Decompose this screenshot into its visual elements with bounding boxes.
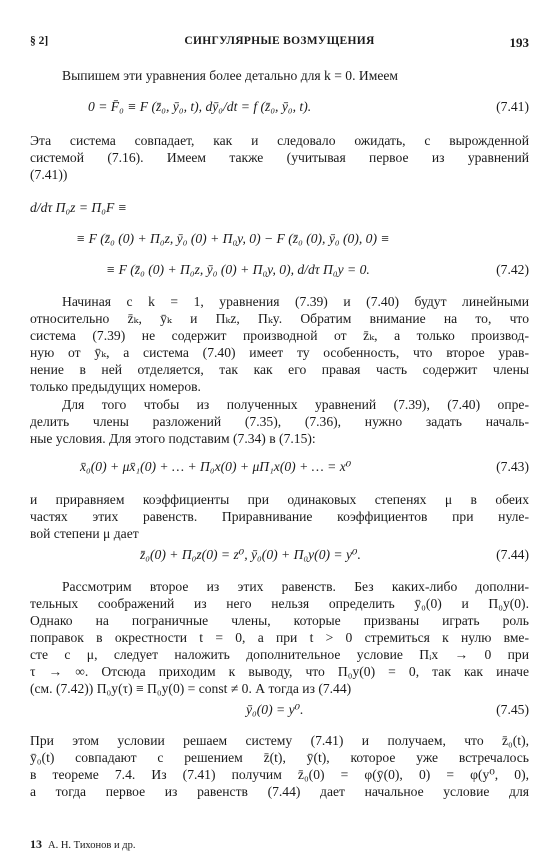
text-line: Однако на пограничные члены, которые призваны играть роль [30,613,529,628]
running-header [30,35,529,51]
equation-number: (7.44) [496,547,529,562]
equation-line: ≡ F (z̄₀ (0) + Π₀z, ȳ₀ (0) + Π₀y, 0), d/dτ Π₀y = 0. [106,262,370,277]
text-line: и приравняем коэффициенты при одинаковых степенях μ в обеих [30,492,529,507]
equation-number: (7.45) [496,702,529,717]
text-line: Эта система совпадает, как и следовало ожидать, с вырожденной [30,133,529,148]
sheet-mark: 13 [30,837,42,851]
text-line: Рассмотрим второе из этих равенств. Без каких-либо дополни- [62,579,529,594]
text-line: τ → ∞. Отсюда приходим к выводу, что Π₀y(0) = 0, так как иначе [30,664,529,679]
text-line: ные условия. Для этого подставим (7.34) в (7.15): [30,431,316,446]
footer-authors: А. Н. Тихонов и др. [48,840,136,851]
text-line: тельных соображений из него нельзя определить ȳ₀(0) и Π₀y(0). [30,596,529,611]
equation-7-43: x̄₀(0) + μx̄₁(0) + … + Π₀x(0) + μΠ₁x(0) + … = x⁰ [80,459,352,474]
text-line: Начиная с k = 1, уравнения (7.39) и (7.40) будут линейными [62,294,529,309]
text-line: Для того чтобы из полученных уравнений (7.39), (7.40) опре- [62,397,529,412]
equation-7-44: z̄₀(0) + Π₀z(0) = z⁰, ȳ₀(0) + Π₀y(0) = y⁰. [140,547,361,562]
text-line: а тогда первое из равенств (7.44) дает начальное условие для [30,784,529,799]
text-line: ȳ₀(t) совпадают с решением z̄(t), ȳ(t), которое уже встречалось [30,750,529,765]
equation-line: ≡ F (z̄₀ (0) + Π₀z, ȳ₀ (0) + Π₀y, 0) − F (z̄₀ (0), ȳ₀ (0), 0) ≡ [76,231,390,246]
equation-line: d/dτ Π₀z = Π₀F ≡ [30,200,127,215]
text-line: сте с μ, следует наложить дополнительное условие Πᵢx → 0 при [30,647,529,662]
text-line: При этом условии решаем систему (7.41) и получаем, что z̄₀(t), [30,733,529,748]
running-title: СИНГУЛЯРНЫЕ ВОЗМУЩЕНИЯ [184,35,375,47]
text-line: делить члены разложений (7.35), (7.36), нужно задать началь- [30,414,529,429]
equation-number: (7.42) [496,262,529,277]
text-line: системой (7.16). Имеем также (учитывая первое из уравнений [30,150,529,165]
text-line: только предыдущих номеров. [30,379,201,394]
text-line: поправок в окрестности t = 0, а при t > 0 стремиться к нулю вме- [30,630,529,645]
equation-number: (7.43) [496,459,529,474]
equation-number: (7.41) [496,99,529,114]
text-line: нение в ней отделяется, так как его правая часть содержит члены [30,362,529,377]
text-line: в теореме 7.4. Из (7.41) получим z̄₀(0) = φ(ȳ(0), 0) = φ(y⁰, 0), [30,767,529,782]
text-line: Выпишем эти уравнения более детально для k = 0. Имеем [62,68,398,83]
text-line: относительно z̄ₖ, ȳₖ и Πₖz, Πₖy. Обратим внимание на то, что [30,311,529,326]
text-line: ную от ȳₖ, а система (7.40) имеет ту особенность, что второе урав- [30,345,529,360]
page-number: 193 [509,35,529,50]
text-line: частях этих равенств. Приравнивание коэффициентов при нуле- [30,509,529,524]
footer [30,837,135,852]
text-line: (7.41)) [30,167,68,182]
text-line: система (7.39) не содержит производной от z̄ₖ, а только производ- [30,328,529,343]
text-line: (см. (7.42)) Π₀y(τ) ≡ Π₀y(0) = const ≠ 0. А тогда из (7.44) [30,681,352,696]
text-line: вой степени μ дает [30,526,139,541]
equation-7-45: ȳ₀(0) = y⁰. [246,702,304,717]
equation-7-41: 0 = F̄₀ ≡ F (z̄₀, ȳ₀, t), dȳ₀/dt = f (z̄₀, ȳ₀, t). [88,99,312,114]
section-label: § 2] [30,35,49,47]
